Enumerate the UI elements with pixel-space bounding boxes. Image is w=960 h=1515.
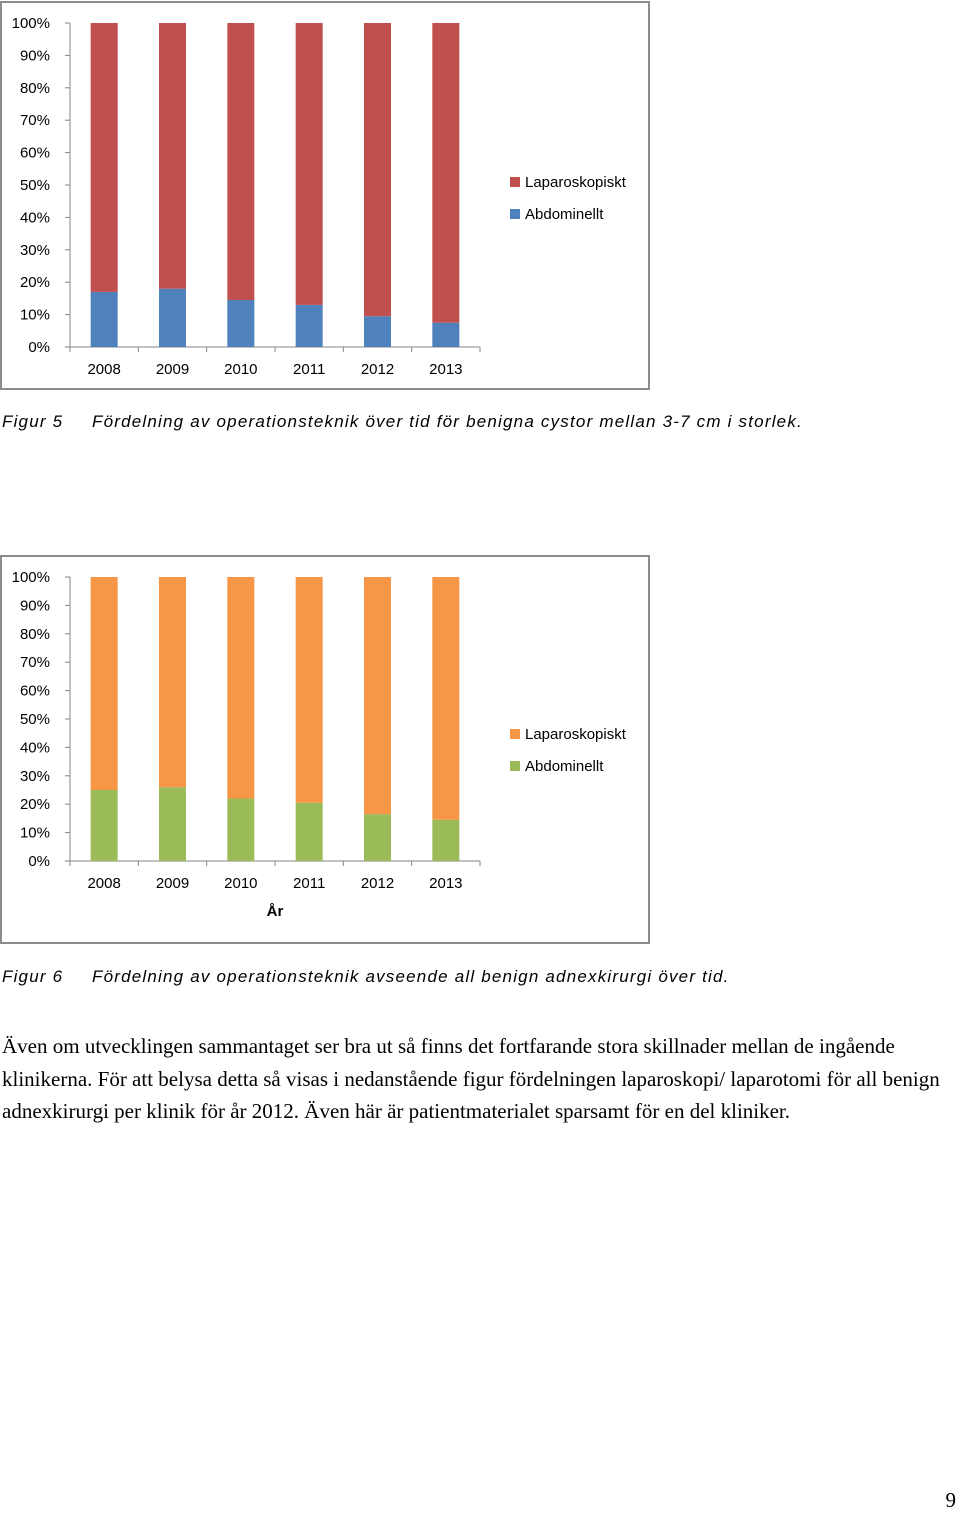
y-tick-label: 70% xyxy=(19,112,50,130)
bar-abdominellt-2009 xyxy=(159,787,186,861)
bar-abdominellt-2008 xyxy=(91,790,118,861)
bar-laparoskopiskt-2012 xyxy=(364,577,391,814)
figure-6-caption-text: Fördelning av operationsteknik avseende all benign adnexkirurgi över tid. xyxy=(92,967,730,986)
y-tick-label: 50% xyxy=(19,711,50,728)
x-tick-label: 2010 xyxy=(224,361,258,378)
y-tick-label: 60% xyxy=(19,144,50,162)
legend-swatch-abdominellt xyxy=(510,209,520,219)
y-tick-label: 20% xyxy=(19,796,50,814)
legend-swatch-laparoskopiskt xyxy=(510,729,520,739)
bar-laparoskopiskt-2009 xyxy=(159,23,186,289)
figure-5-caption-text: Fördelning av operationsteknik över tid för benigna cystor mellan 3-7 cm i storlek. xyxy=(92,412,803,431)
y-tick-label: 70% xyxy=(19,654,50,672)
y-tick-label: 20% xyxy=(19,274,50,292)
y-tick-label: 80% xyxy=(19,625,50,643)
legend-swatch-laparoskopiskt xyxy=(510,177,520,187)
x-tick-label: 2010 xyxy=(224,875,258,892)
bar-abdominellt-2012 xyxy=(364,316,391,347)
legend-label-laparoskopiskt: Laparoskopiskt xyxy=(525,726,626,743)
y-tick-label: 0% xyxy=(28,853,50,870)
bar-abdominellt-2010 xyxy=(227,799,254,861)
chart-figure-5 xyxy=(0,1,650,390)
bar-laparoskopiskt-2009 xyxy=(159,577,186,787)
x-tick-label: 2012 xyxy=(360,361,395,378)
y-tick-label: 40% xyxy=(19,739,50,757)
x-tick-label: 2011 xyxy=(293,361,326,378)
y-tick-label: 30% xyxy=(19,767,50,785)
x-tick-label: 2009 xyxy=(155,361,190,378)
x-tick-label: 2008 xyxy=(87,875,121,892)
bar-laparoskopiskt-2012 xyxy=(364,23,391,316)
bar-abdominellt-2013 xyxy=(432,323,459,347)
bar-abdominellt-2013 xyxy=(432,820,459,861)
figure-5-number: Figur 5 xyxy=(2,412,64,431)
y-tick-label: 40% xyxy=(19,209,50,227)
y-tick-label: 50% xyxy=(19,177,50,194)
x-tick-label: 2011 xyxy=(293,875,326,892)
bar-laparoskopiskt-2011 xyxy=(296,577,323,803)
bar-laparoskopiskt-2008 xyxy=(91,577,118,790)
bar-laparoskopiskt-2013 xyxy=(432,23,459,323)
bar-laparoskopiskt-2013 xyxy=(432,577,459,820)
body-paragraph: Även om utvecklingen sammantaget ser bra ut så finns det fortfarande stora skillnader mellan de ingående klinikerna. För att belysa detta så visas i nedanstående figur fördelningen laparoskopi/ laparotomi för all benign adnexkirurgi per klinik för år 2012. Även här är patientmaterialet sparsamt för en del kliniker. xyxy=(2,1034,940,1123)
legend-swatch-abdominellt xyxy=(510,761,520,771)
bar-abdominellt-2012 xyxy=(364,814,391,861)
bar-abdominellt-2011 xyxy=(296,305,323,347)
y-tick-label: 80% xyxy=(19,79,50,97)
bar-abdominellt-2008 xyxy=(91,292,118,347)
bar-abdominellt-2011 xyxy=(296,803,323,861)
y-tick-label: 100% xyxy=(11,15,50,32)
figure-5-caption xyxy=(2,412,803,432)
bar-laparoskopiskt-2011 xyxy=(296,23,323,305)
x-tick-label: 2013 xyxy=(429,361,463,378)
bar-abdominellt-2009 xyxy=(159,289,186,347)
y-tick-label: 10% xyxy=(19,306,50,324)
x-axis-title: År xyxy=(266,903,284,920)
bar-laparoskopiskt-2010 xyxy=(227,23,254,300)
figure-6-caption xyxy=(2,967,730,987)
y-tick-label: 90% xyxy=(19,597,50,615)
figure-6-number: Figur 6 xyxy=(2,967,64,986)
x-tick-label: 2009 xyxy=(155,875,190,892)
chart-figure-6-svg xyxy=(2,557,648,942)
legend-label-abdominellt: Abdominellt xyxy=(525,758,604,775)
page-number: 9 xyxy=(945,1488,956,1512)
y-tick-label: 90% xyxy=(19,47,50,65)
y-tick-label: 10% xyxy=(19,824,50,842)
legend-label-abdominellt: Abdominellt xyxy=(525,206,604,223)
bar-laparoskopiskt-2010 xyxy=(227,577,254,799)
x-tick-label: 2013 xyxy=(429,875,463,892)
bar-abdominellt-2010 xyxy=(227,300,254,347)
chart-figure-6 xyxy=(0,555,650,944)
x-tick-label: 2012 xyxy=(360,875,395,892)
legend-label-laparoskopiskt: Laparoskopiskt xyxy=(525,174,626,191)
chart-figure-5-svg xyxy=(2,3,648,388)
bar-laparoskopiskt-2008 xyxy=(91,23,118,292)
y-tick-label: 30% xyxy=(19,241,50,259)
y-tick-label: 100% xyxy=(11,569,50,586)
y-tick-label: 60% xyxy=(19,682,50,700)
y-tick-label: 0% xyxy=(28,339,50,356)
x-tick-label: 2008 xyxy=(87,361,121,378)
